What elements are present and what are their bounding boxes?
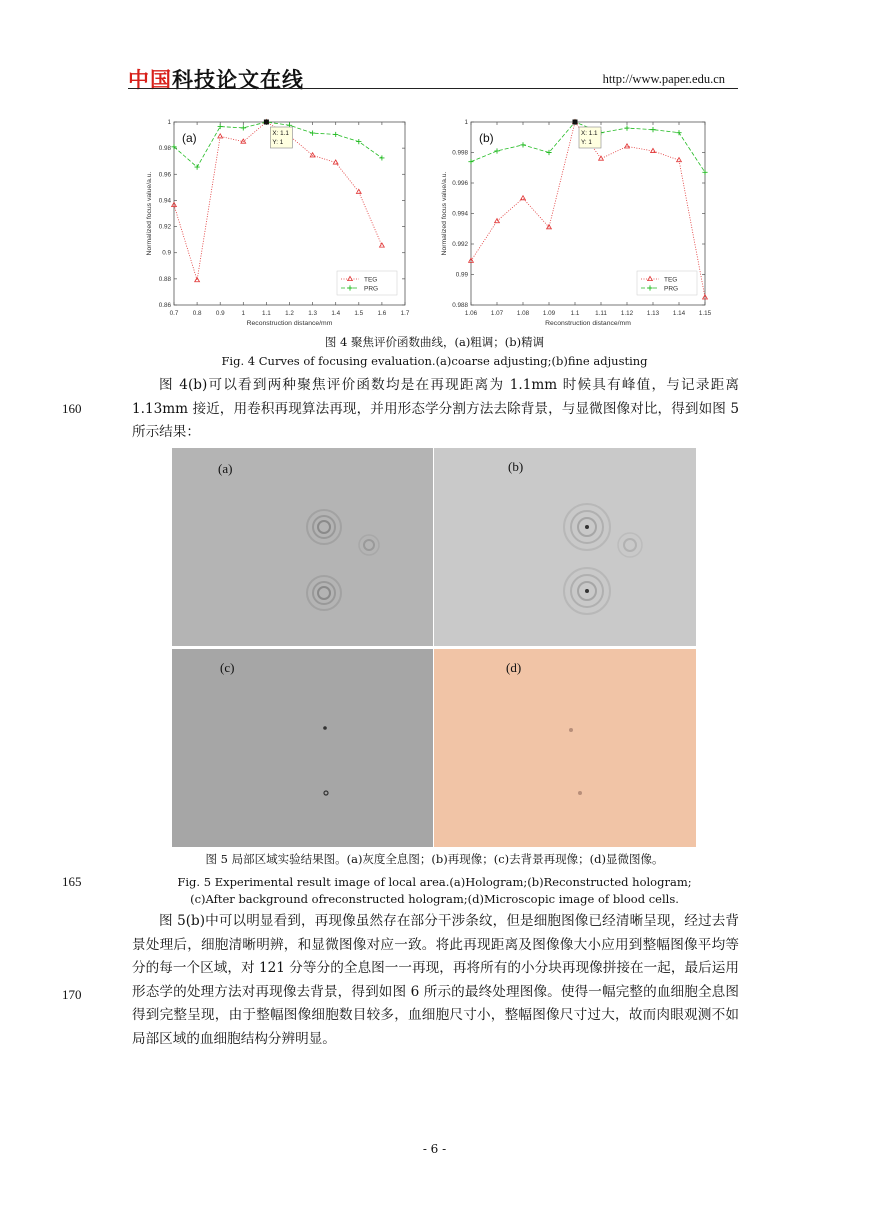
y-tick-label: 0.88: [158, 275, 171, 283]
fig5-caption-en-line2: (c)After background ofreconstructed hologram;(d)Microscopic image of blood cells.: [190, 892, 679, 906]
paragraph-2-text: 图 5(b)中可以明显看到，再现像虽然存在部分干涉条纹，但是细胞图像已经清晰呈现，经过去背景处理后，细胞清晰明辨，和显微图像对应一致。将此再现距离及图像像大小应用到整幅图像平均等分的每一个区域，对 121 分等分的全息图一一再现，再将所有的小分块再现像拼接在一起，最后运用形态学的处理方法对再现像去背景，得到如图 6 所示的最终处理图像。使得一幅完整的血细胞全息图得到完整呈现，由于整幅图像细胞数目较多，血细胞尺寸小，整幅图像尺寸过大，故而肉眼观测不如局部区域的血细胞结构分辨明显。: [132, 913, 739, 1047]
y-tick-label: 1: [464, 119, 468, 126]
x-tick-label: 1.3: [308, 310, 317, 317]
x-tick-label: 1.1: [570, 310, 580, 317]
fig4-caption-en: Fig. 4 Curves of focusing evaluation.(a)coarse adjusting;(b)fine adjusting: [221, 354, 648, 368]
datatip-text: X: 1.1: [581, 130, 598, 137]
fig5-panel-background-removed: [172, 649, 433, 847]
y-tick-label: 0.96: [158, 171, 171, 179]
x-tick-label: 1.14: [672, 310, 686, 317]
legend-label-teg: TEG: [664, 276, 678, 284]
chart-a: [140, 112, 415, 332]
fig5-panel-reconstructed: [434, 448, 696, 646]
x-axis-label: Reconstruction distance/mm: [545, 320, 631, 327]
reconstructed-image: [434, 448, 696, 646]
microscopic-image: [434, 649, 696, 847]
line-number-160: 160: [62, 401, 82, 416]
y-tick-label: 0.92: [158, 223, 171, 231]
panel-a-label: (a): [218, 461, 233, 476]
fig5-panel-microscopic: [434, 649, 696, 847]
datatip-text: Y: 1: [581, 139, 592, 146]
legend-label-teg: TEG: [364, 276, 378, 284]
x-axis-label: Reconstruction distance/mm: [246, 320, 333, 327]
paragraph-1: [132, 374, 739, 445]
x-tick-label: 1.15: [698, 310, 712, 317]
datatip-marker: [264, 120, 269, 125]
y-tick-label: 0.94: [158, 197, 171, 205]
panel-label: (b): [479, 131, 494, 145]
header-rule: [128, 88, 738, 89]
x-tick-label: 1.4: [331, 310, 341, 317]
datatip-marker: [573, 120, 578, 125]
x-tick-label: 1.09: [542, 310, 556, 317]
panel-d-label: (d): [506, 660, 522, 675]
chart-b: [435, 112, 715, 332]
panel-label: (a): [182, 131, 197, 145]
fig5-caption-en-line1: Fig. 5 Experimental result image of local area.(a)Hologram;(b)Reconstructed hologram;: [177, 875, 692, 889]
logo-black-text: 科技论文在线: [172, 68, 304, 92]
y-axis-label: Normalized focus value/a.u.: [441, 171, 448, 256]
y-tick-label: 0.994: [452, 210, 468, 218]
y-tick-label: 0.992: [452, 241, 468, 248]
x-tick-label: 0.7: [169, 310, 179, 317]
paragraph-1-text: 图 4(b)可以看到两种聚焦评价函数均是在再现距离为 1.1mm 时候具有峰值，与记录距离 1.13mm 接近，用卷积再现算法再现，并用形态学分割方法去除背景，与显微图像对比，得到如图 5 所示结果：: [132, 377, 739, 440]
x-tick-label: 1.13: [646, 310, 660, 317]
line-number-170: 170: [62, 987, 82, 1002]
y-tick-label: 1: [167, 119, 171, 126]
logo-red-text: 中国: [128, 68, 172, 92]
header-url[interactable]: http://www.paper.edu.cn: [602, 72, 725, 86]
datatip-text: X: 1.1: [272, 130, 289, 137]
background-removed-image: [172, 649, 433, 847]
x-tick-label: 1.2: [285, 310, 294, 317]
fig5-caption-cn: 图 5 局部区域实验结果图。(a)灰度全息图；(b)再现像；(c)去背景再现像；(d)显微图像。: [205, 852, 664, 866]
y-tick-label: 0.86: [158, 302, 171, 309]
x-tick-label: 1.1: [262, 310, 271, 317]
y-tick-label: 0.98: [158, 145, 171, 153]
y-tick-label: 0.9: [162, 249, 171, 257]
panel-c-label: (c): [220, 660, 235, 675]
y-axis-label: Normalized focus value/a.u.: [146, 171, 153, 256]
y-tick-label: 0.996: [452, 180, 468, 187]
legend-label-prg: PRG: [664, 285, 679, 293]
x-tick-label: 1.11: [595, 310, 607, 317]
x-tick-label: 0.8: [192, 310, 202, 317]
datatip-text: Y: 1: [272, 139, 284, 146]
panel-b-label: (b): [508, 459, 524, 474]
x-tick-label: 1: [241, 310, 246, 317]
x-tick-label: 1.06: [464, 310, 478, 317]
paragraph-2: [132, 910, 739, 1051]
x-tick-label: 1.5: [354, 310, 364, 317]
y-tick-label: 0.99: [455, 271, 468, 279]
y-tick-label: 0.998: [452, 149, 468, 157]
x-tick-label: 0.9: [215, 310, 225, 317]
page-number: - 6 -: [422, 1142, 447, 1156]
x-tick-label: 1.7: [400, 310, 410, 317]
hologram-image: [172, 448, 433, 646]
y-tick-label: 0.988: [452, 302, 468, 309]
x-tick-label: 1.08: [516, 310, 530, 317]
line-number-165: 165: [62, 874, 82, 889]
x-tick-label: 1.12: [620, 310, 634, 317]
fig5-panel-hologram: [172, 448, 433, 646]
journal-logo: [128, 64, 304, 94]
fig4-caption-cn: 图 4 聚焦评价函数曲线，(a)粗调；(b)精调: [324, 335, 545, 349]
x-tick-label: 1.6: [377, 310, 387, 317]
legend-label-prg: PRG: [364, 285, 379, 293]
x-tick-label: 1.07: [490, 310, 504, 317]
